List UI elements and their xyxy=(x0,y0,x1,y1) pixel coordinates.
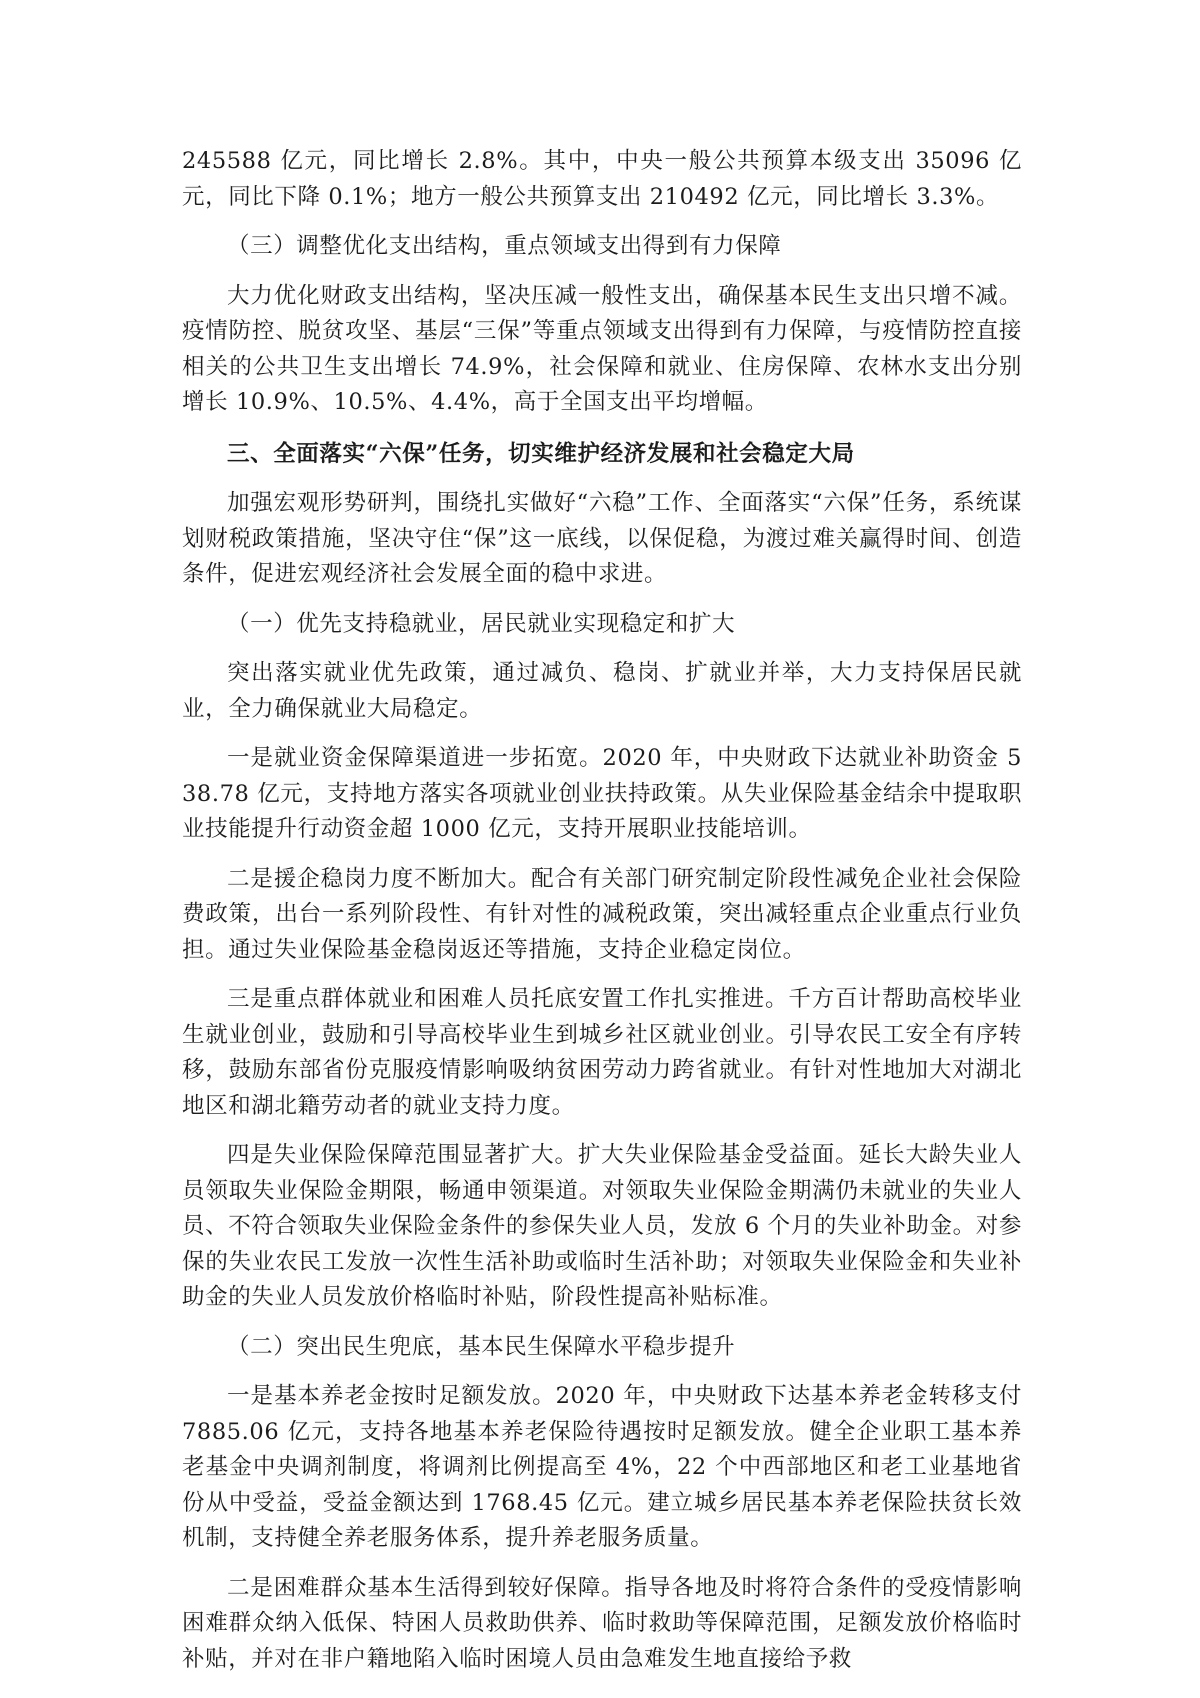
paragraph-employment-priority: 突出落实就业优先政策，通过减负、稳岗、扩就业并举，大力支持保居民就业，全力确保就业大局稳定。 xyxy=(182,660,1022,722)
paragraph-job-stabilization: 二是援企稳岗力度不断加大。配合有关部门研究制定阶段性减免企业社会保险费政策，出台一系列阶段性、有针对性的减税政策，突出减轻重点企业重点行业负担。通过失业保险基金稳岗返还等措施，支持企业稳定岗位。 xyxy=(182,865,1022,963)
paragraph-unemployment-insurance: 四是失业保险保障范围显著扩大。扩大失业保险基金受益面。延长大龄失业人员领取失业保险金期限，畅通申领渠道。对领取失业保险金期满仍未就业的失业人员、不符合领取失业保险金条件的参保失业人员，发放 6 个月的失业补助金。对参保的失业农民工发放一次性生活补助或临时生活补助；对领取失业保险金和失业补助金的失业人员发放价格临时补贴，阶段性提高补贴标准。 xyxy=(182,1142,1022,1310)
section-heading-six-guarantees: 三、全面落实“六保”任务，切实维护经济发展和社会稳定大局 xyxy=(227,440,855,467)
document-body xyxy=(182,144,1022,1677)
subheading-expenditure-structure: （三）调整优化支出结构，重点领域支出得到有力保障 xyxy=(227,233,782,259)
paragraph-macro-situation: 加强宏观形势研判，围绕扎实做好“六稳”工作、全面落实“六保”任务，系统谋划财税政策措施，坚决守住“保”这一底线，以保促稳，为渡过难关赢得时间、创造条件，促进宏观经济社会发展全面的稳中求进。 xyxy=(182,490,1022,587)
subheading-livelihood: （二）突出民生兜底，基本民生保障水平稳步提升 xyxy=(227,1333,736,1360)
paragraph-pension: 一是基本养老金按时足额发放。2020 年，中央财政下达基本养老金转移支付 7885.06 亿元，支持各地基本养老保险待遇按时足额发放。健全企业职工基本养老基金中央调剂制度，将调剂比例提高至 4%，22 个中西部地区和老工业基地省份从中受益，受益金额达到 1768.45 亿元。建立城乡居民基本养老保险扶贫长效机制，支持健全养老服务体系，提升养老服务质量。 xyxy=(182,1383,1022,1551)
subheading-employment: （一）优先支持稳就业，居民就业实现稳定和扩大 xyxy=(227,610,736,637)
paragraph-needy-groups: 二是困难群众基本生活得到较好保障。指导各地及时将符合条件的受疫情影响困难群众纳入低保、特困人员救助供养、临时救助等保障范围，足额发放价格临时补贴，并对在非户籍地陷入临时困境人员由急难发生地直接给予救 xyxy=(182,1574,1022,1672)
paragraph-summary-expenditure: 245588 亿元，同比增长 2.8%。其中，中央一般公共预算本级支出 35096 亿元，同比下降 0.1%；地方一般公共预算支出 210492 亿元，同比增长 3.3%。 xyxy=(182,148,1022,210)
paragraph-key-groups: 三是重点群体就业和困难人员托底安置工作扎实推进。千方百计帮助高校毕业生就业创业，鼓励和引导高校毕业生到城乡社区就业创业。引导农民工安全有序转移，鼓励东部省份克服疫情影响吸纳贫困劳动力跨省就业。有针对性地加大对湖北地区和湖北籍劳动者的就业支持力度。 xyxy=(182,986,1022,1119)
paragraph-employment-funds: 一是就业资金保障渠道进一步拓宽。2020 年，中央财政下达就业补助资金 538.78 亿元，支持地方落实各项就业创业扶持政策。从失业保险基金结余中提取职业技能提升行动资金超 1000 亿元，支持开展职业技能培训。 xyxy=(182,745,1022,842)
paragraph-expenditure-structure: 大力优化财政支出结构，坚决压减一般性支出，确保基本民生支出只增不减。疫情防控、脱贫攻坚、基层“三保”等重点领域支出得到有力保障，与疫情防控直接相关的公共卫生支出增长 74.9%，社会保障和就业、住房保障、农林水支出分别增长 10.9%、10.5%、4.4%，高于全国支出平均增幅。 xyxy=(182,282,1022,415)
